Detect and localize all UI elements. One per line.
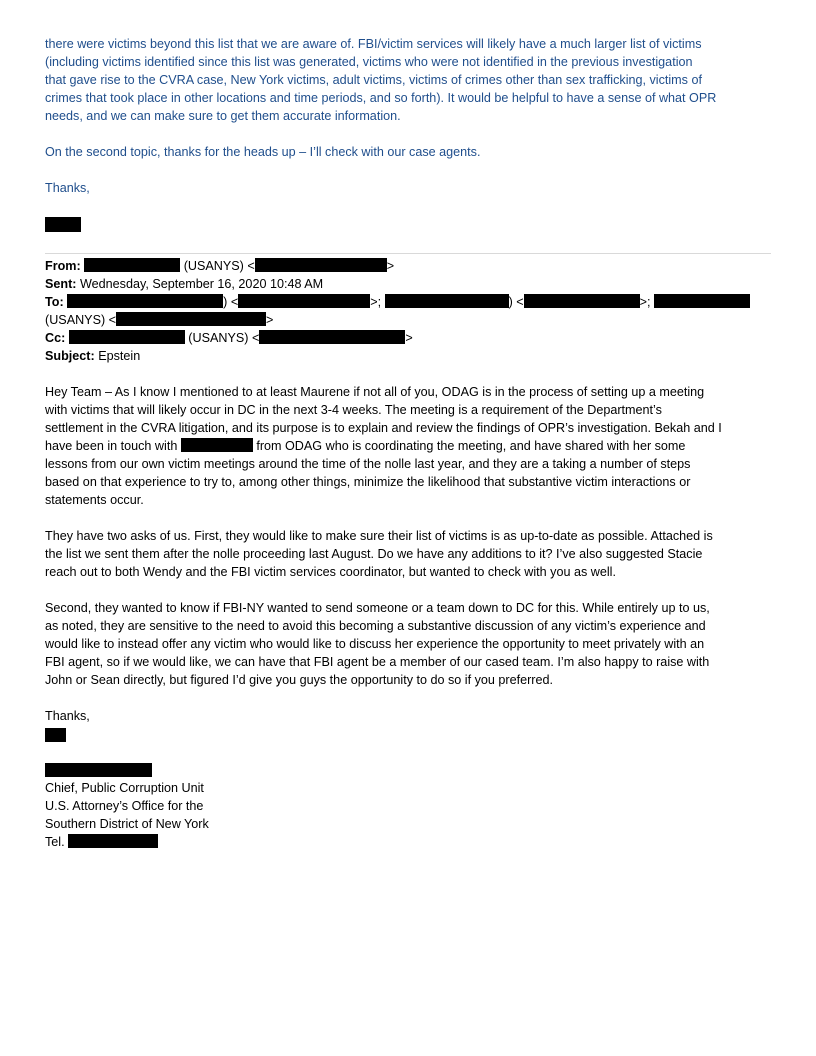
to-row-continued <box>45 311 775 329</box>
redacted-odag-contact <box>181 438 253 452</box>
to-separator: >; <box>639 295 651 309</box>
redacted-to-name-3 <box>654 294 750 308</box>
from-close: > <box>386 259 395 273</box>
reply-line: that gave rise to the CVRA case, New York victims, adult victims, victims of crimes other than sex trafficking, victims of <box>45 73 702 87</box>
reply-paragraph-1 <box>45 35 775 125</box>
redacted-from-name <box>84 258 180 272</box>
redacted-phone <box>68 834 158 848</box>
from-row <box>45 257 775 275</box>
body-line: with victims that will likely occur in DC in the next 3-4 weeks. The meeting is a requirement of the Department’s <box>45 403 662 417</box>
cc-label: Cc: <box>45 331 66 345</box>
body-line: reach out to both Wendy and the FBI victim services coordinator, but wanted to check with you as well. <box>45 565 616 579</box>
body-text: from ODAG who is coordinating the meeting, and have shared with her some <box>256 439 686 453</box>
body-line: statements occur. <box>45 493 144 507</box>
body-line: would like to instead offer any victim who would like to discuss her experience the opportunity to meet privately with an <box>45 637 705 651</box>
signature-title: Chief, Public Corruption Unit <box>45 781 204 795</box>
subject-label: Subject: <box>45 349 95 363</box>
to-label: To: <box>45 295 64 309</box>
signature-tel <box>45 833 775 851</box>
reply-line: On the second topic, thanks for the heads up – I’ll check with our case agents. <box>45 145 481 159</box>
signature-office: U.S. Attorney’s Office for the <box>45 799 204 813</box>
body-line: lessons from our own victim meetings around the time of the nolle last year, and they are a taking a number of steps <box>45 457 691 471</box>
to-separator: >; <box>370 295 382 309</box>
body-line <box>45 437 775 455</box>
cc-row <box>45 329 775 347</box>
reply-paragraph-2 <box>45 143 775 161</box>
sent-label: Sent: <box>45 277 77 291</box>
redacted-to-email-1 <box>238 294 370 308</box>
header-divider <box>45 253 771 254</box>
signature-block <box>45 779 775 851</box>
sent-value: Wednesday, September 16, 2020 10:48 AM <box>79 277 324 291</box>
body-line: the list we sent them after the nolle proceeding last August. Do we have any additions to it? I’ve also suggested Stacie <box>45 547 703 561</box>
redacted-cc-email <box>259 330 405 344</box>
reply-line: there were victims beyond this list that we are aware of. FBI/victim services will likely have a much larger list of victims <box>45 37 702 51</box>
to-separator: ) < <box>223 295 239 309</box>
sent-row <box>45 275 775 293</box>
body-line: Hey Team – As I know I mentioned to at least Maurene if not all of you, ODAG is in the process of setting up a meeting <box>45 385 705 399</box>
redacted-sender-initials <box>45 728 66 742</box>
to-org: (USANYS) < <box>45 313 117 327</box>
body-line: settlement in the CVRA litigation, and its purpose is to explain and review the findings of OPR’s investigation. Bekah and I <box>45 421 722 435</box>
body-paragraph-3 <box>45 599 775 689</box>
redacted-to-name-1 <box>67 294 223 308</box>
body-line: FBI agent, so if we would like, we can have that FBI agent be a member of our cased team. I’m also happy to raise with <box>45 655 710 669</box>
cc-org: (USANYS) < <box>188 331 260 345</box>
redacted-sender-name <box>45 763 152 777</box>
redacted-to-name-2 <box>385 294 509 308</box>
body-line: John or Sean directly, but figured I’d give you guys the opportunity to do so if you preferred. <box>45 673 554 687</box>
body-text: have been in touch with <box>45 439 178 453</box>
subject-row <box>45 347 775 365</box>
cc-close: > <box>405 331 413 345</box>
redacted-to-email-2 <box>524 294 640 308</box>
subject-value: Epstein <box>98 349 141 363</box>
reply-signoff <box>45 179 775 197</box>
body-paragraph-1 <box>45 383 775 509</box>
tel-label: Tel. <box>45 835 65 849</box>
redacted-from-email <box>255 258 387 272</box>
signature-office: Southern District of New York <box>45 817 209 831</box>
redacted-to-email-3 <box>116 312 266 326</box>
to-separator: ) < <box>508 295 524 309</box>
from-label: From: <box>45 259 81 273</box>
signoff-text: Thanks, <box>45 709 90 723</box>
reply-line: (including victims identified since this list was generated, victims who were not identified in the previous investigation <box>45 55 693 69</box>
body-signoff <box>45 707 775 725</box>
reply-line: crimes that took place in other locations and time periods, and so forth). It would be helpful to have a sense of what OPR <box>45 91 717 105</box>
from-org: (USANYS) < <box>183 259 255 273</box>
redacted-reply-sender <box>45 217 81 232</box>
body-paragraph-2 <box>45 527 775 581</box>
redacted-cc-name <box>69 330 185 344</box>
signoff-text: Thanks, <box>45 181 90 195</box>
body-line: based on that experience to try to, among other things, minimize the likelihood that substantive victim interactions or <box>45 475 691 489</box>
email-header <box>45 257 775 365</box>
body-line: Second, they wanted to know if FBI-NY wanted to send someone or a team down to DC for this. While entirely up to us, <box>45 601 710 615</box>
to-row <box>45 293 775 311</box>
reply-line: needs, and we can make sure to get them accurate information. <box>45 109 401 123</box>
body-line: as noted, they are sensitive to the need to avoid this becoming a substantive discussion of any victim’s experience and <box>45 619 706 633</box>
to-close: > <box>266 313 274 327</box>
body-line: They have two asks of us. First, they would like to make sure their list of victims is as up-to-date as possible. Attached is <box>45 529 713 543</box>
